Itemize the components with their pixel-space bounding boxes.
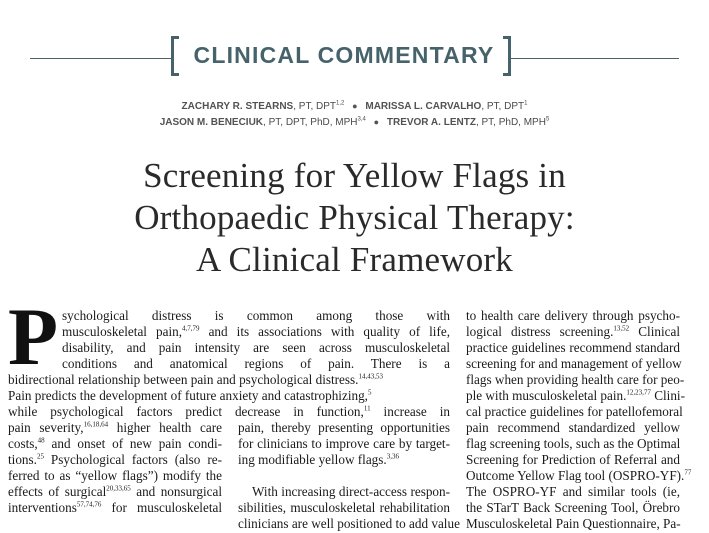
column-2-line: ing modifiable yellow flags.$^{3,36}$ — [238, 452, 399, 467]
column-3-line: pain recommend standardized yellow — [466, 420, 680, 435]
column-3-line: logical distress screening.$^{13,52}$ Clinical — [466, 324, 680, 339]
author-name: MARISSA L. CARVALHO — [365, 101, 482, 112]
header-rule-left — [30, 58, 171, 59]
column-1-line: ferred to as “yellow flags”) modify the — [8, 468, 222, 483]
intro-line: disability, and pain intensity are seen across musculoskeletal — [62, 340, 450, 355]
separator-dot: ● — [373, 117, 380, 127]
author-credentials: , PT, DPT — [481, 101, 525, 112]
column-3-line: cal practice guidelines for patellofemoral — [466, 404, 683, 419]
author-credentials: , PT, DPT — [293, 101, 337, 112]
column-2-line: pain, thereby presenting opportunities — [238, 420, 450, 435]
intro-line: bidirectional relationship between pain and psychological distress.$^{14,43,53}$ — [8, 372, 383, 387]
author-affiliation: 3,4 — [357, 116, 366, 123]
column-3-line: practice guidelines recommend standard — [466, 340, 680, 355]
column-3-line: to health care delivery through psycho- — [466, 308, 680, 323]
intro-line: while psychological factors predict decrease in function,$^{11}$ increase in — [8, 404, 450, 419]
header-bracket-left — [171, 36, 179, 76]
column-3-line: flag screening tools, such as the Optimal — [466, 436, 681, 451]
section-label: CLINICAL COMMENTARY — [193, 42, 495, 68]
column-1-line: tions.$^{25}$ Psychological factors (also re- — [8, 452, 222, 467]
column-3-line: the STarT Back Screening Tool, Örebro — [466, 500, 680, 515]
author-name: TREVOR A. LENTZ — [386, 117, 476, 128]
column-1-line: pain severity,$^{16,18,64}$ higher health care — [8, 420, 222, 435]
header-rule-right — [511, 58, 679, 59]
article-title-line-2: Orthopaedic Physical Therapy: — [134, 198, 575, 237]
column-3-line: Outcome Yellow Flag tool (OSPRO-YF).$^{77}$ — [466, 468, 692, 483]
column-1-line: effects of surgical$^{20,33,65}$ and nonsurgical — [8, 484, 222, 499]
column-3-line: The OSPRO-YF and similar tools (ie, — [466, 484, 680, 499]
author-credentials: , PT, PhD, MPH — [475, 117, 546, 128]
column-3-line: ple with musculoskeletal pain.$^{12,23,77}$ Clini- — [466, 388, 685, 403]
column-1-line: interventions$^{57,74,76}$ for musculoskeletal — [8, 500, 222, 515]
author-credentials: , PT, DPT, PhD, MPH — [263, 117, 358, 128]
column-2-line: With increasing direct-access respon- — [252, 484, 450, 499]
column-2-line: for clinicians to improve care by target- — [238, 436, 450, 451]
author-name: JASON M. BENECIUK — [159, 117, 264, 128]
author-affiliation: 1,2 — [336, 100, 345, 107]
header-bracket-right — [503, 36, 511, 76]
column-3-line: screening for and management of yellow — [466, 356, 682, 371]
column-2-line: clinicians are well positioned to add value — [238, 516, 460, 531]
author-line-1 — [60, 101, 649, 112]
intro-line: Pain predicts the development of future anxiety and catastrophizing,$^5$ — [8, 388, 372, 403]
column-3-line: Screening for Prediction of Referral and — [466, 452, 680, 467]
column-3-line: Musculoskeletal Pain Questionnaire, Pa- — [466, 516, 681, 531]
column-1-line: costs,$^{48}$ and onset of new pain condi- — [8, 436, 222, 451]
article-title-line-3: A Clinical Framework — [195, 240, 513, 279]
intro-line: conditions and anatomical regions of pain. There is a — [62, 356, 450, 371]
column-2-line: sibilities, musculoskeletal rehabilitation — [238, 500, 450, 515]
author-affiliation: 1 — [524, 100, 528, 107]
intro-line: sychological distress is common among those with — [62, 308, 450, 323]
author-line-2 — [60, 117, 649, 128]
drop-cap: P — [8, 291, 59, 382]
column-3-line: flags when providing health care for peo- — [466, 372, 685, 387]
article-title-line-1: Screening for Yellow Flags in — [143, 156, 566, 195]
intro-line: musculoskeletal pain,$^{4,7,79}$ and its associations with quality of life, — [62, 324, 450, 339]
author-affiliation: 5 — [545, 116, 550, 123]
separator-dot: ● — [352, 101, 358, 111]
author-name: ZACHARY R. STEARNS — [181, 101, 294, 112]
